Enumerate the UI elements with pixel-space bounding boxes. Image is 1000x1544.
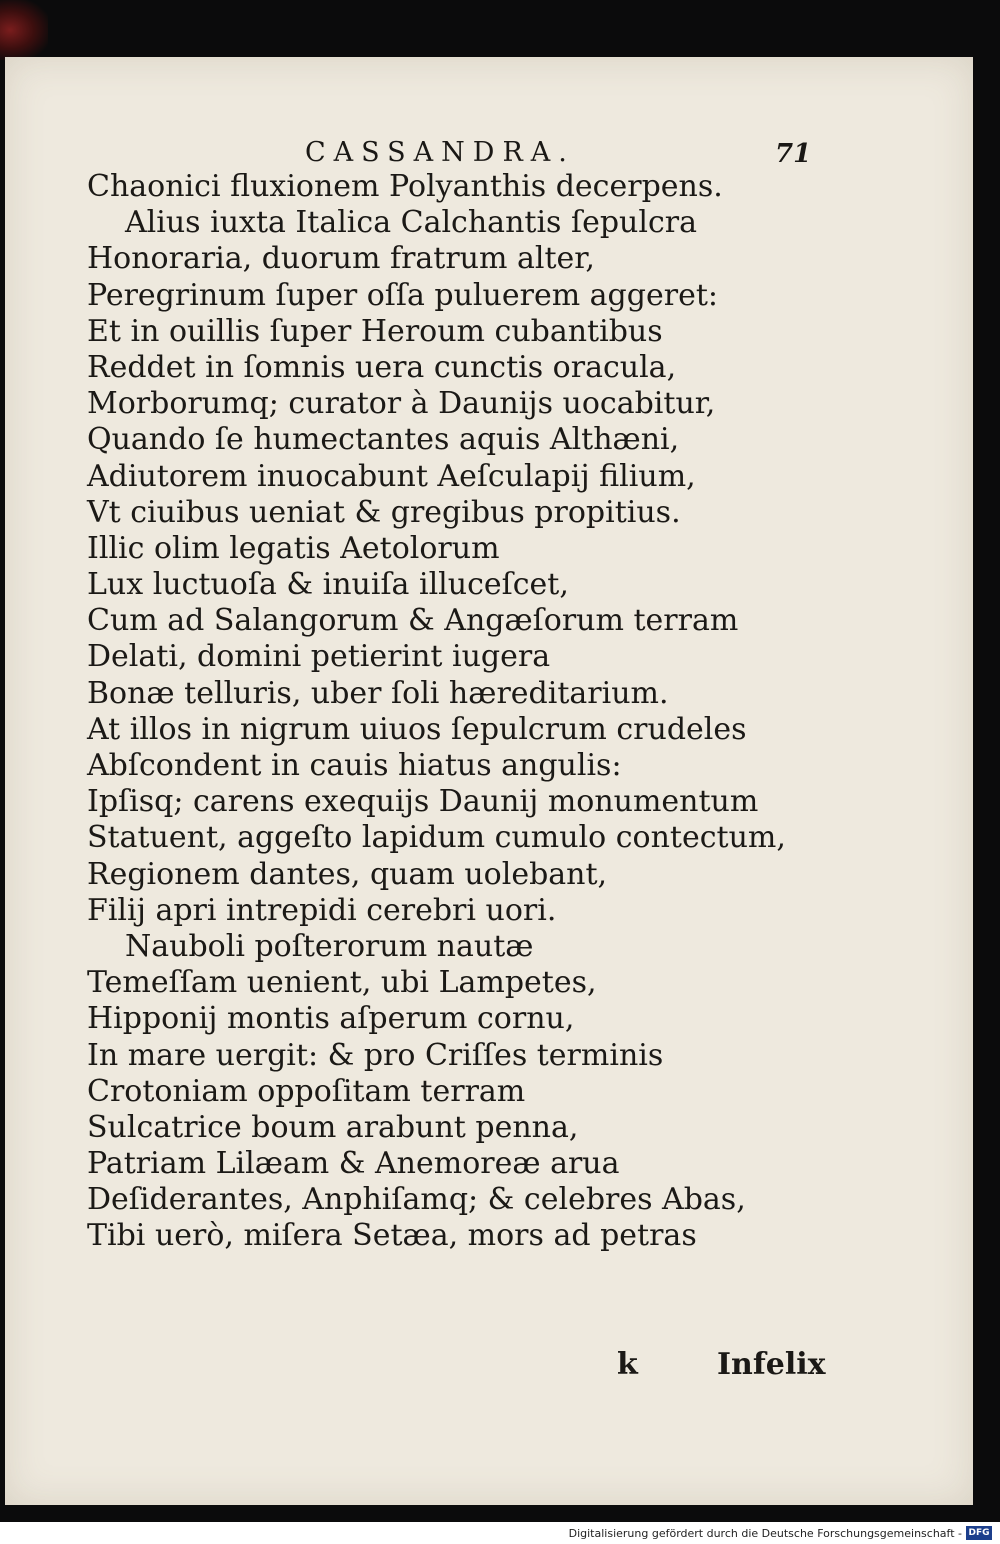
verse-line: Peregrinum ſuper oſſa puluerem aggeret: <box>87 277 718 313</box>
verse-line: Alius iuxta Italica Calchantis ſepulcra <box>125 205 697 241</box>
verse-line: Cum ad Salangorum & Angæſorum terram <box>87 603 739 639</box>
footer-bar <box>0 1522 1000 1544</box>
verse-line: Tibi uerò, miſera Setæa, mors ad petras <box>87 1218 697 1254</box>
verse-line: Nauboli poſterorum nautæ <box>125 928 534 964</box>
verse-line: In mare uergit: & pro Criſſes terminis <box>87 1037 664 1073</box>
verse-line: Lux luctuoſa & inuiſa illuceſcet, <box>87 567 569 603</box>
verse-line: Chaonici fluxionem Polyanthis decerpens. <box>87 169 723 204</box>
verse-line: Illic olim legatis Aetolorum <box>87 530 500 566</box>
verse-line: Vt ciuibus ueniat & gregibus propitius. <box>87 494 681 530</box>
verse-line: Statuent, aggeſto lapidum cumulo contectum, <box>87 820 786 856</box>
verse-line: Abſcondent in cauis hiatus angulis: <box>87 748 622 783</box>
verse-line: Crotoniam oppoſitam terram <box>87 1073 526 1109</box>
catchword: Infelix <box>717 1347 826 1382</box>
verse-line: Bonæ telluris, uber ſoli hæreditarium. <box>87 675 669 711</box>
dfg-logo: DFG <box>966 1526 992 1540</box>
verse-line: Deſiderantes, Anphiſamq; & celebres Abas, <box>87 1182 746 1218</box>
verse-line: Patriam Lilæam & Anemoreæ arua <box>87 1146 620 1182</box>
funding-credit: Digitalisierung gefördert durch die Deutsche Forschungsgemeinschaft - <box>568 1527 962 1540</box>
verse-line: Morborumq; curator à Daunijs uocabitur, <box>87 386 716 422</box>
verse-text <box>87 169 787 1255</box>
book-page <box>5 57 973 1505</box>
verse-line: Hipponij montis aſperum cornu, <box>87 1001 575 1037</box>
running-head: CASSANDRA. <box>305 137 575 168</box>
verse-line: Temeſſam uenient, ubi Lampetes, <box>87 965 597 1001</box>
verse-line: Ipſisq; carens exequijs Daunij monumentum <box>87 784 759 820</box>
scan-edge-mark <box>0 0 48 60</box>
verse-line: Reddet in ſomnis uera cunctis oracula, <box>87 349 677 385</box>
signature-mark: k <box>617 1347 638 1382</box>
verse-line: Adiutorem inuocabunt Aeſculapij filium, <box>87 458 696 494</box>
verse-line: Quando ſe humectantes aquis Althæni, <box>87 422 680 458</box>
verse-line: At illos in nigrum uiuos ſepulcrum crudeles <box>87 711 747 747</box>
verse-line: Honoraria, duorum fratrum alter, <box>87 241 595 277</box>
verse-line: Filij apri intrepidi cerebri uori. <box>87 892 557 928</box>
verse-line: Sulcatrice boum arabunt penna, <box>87 1109 579 1145</box>
page-number: 71 <box>775 139 812 169</box>
verse-line: Delati, domini petierint iugera <box>87 639 551 675</box>
verse-line: Regionem dantes, quam uolebant, <box>87 856 608 892</box>
verse-line: Et in ouillis ſuper Heroum cubantibus <box>87 313 663 349</box>
